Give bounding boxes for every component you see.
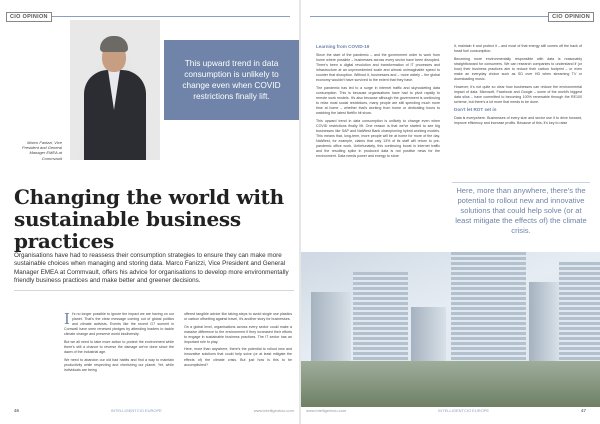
pull-quote-text: This upward trend in data consumption is unlikely to change even when COVID restrictions finally lift. xyxy=(182,58,281,101)
portrait-hair xyxy=(100,36,128,52)
paragraph: Data is everywhere. Businesses of every size and sector use it to drive forward, improve efficiency and increase profits. Because of this, it's key to raise xyxy=(454,116,582,126)
article-headline: Changing the world with sustainable business practices xyxy=(14,185,284,253)
paragraph: offered tangible advice like taking steps to avoid single use plastics or carbon offsetting against travel, it's another story for businesses. xyxy=(184,312,292,322)
paragraph: On a global level, organisations across every sector could make a massive difference to the environment if they increased their efforts to engage in sustainable business practices. The IT sector has an important role to play. xyxy=(184,324,292,344)
pull-quote-rule xyxy=(452,182,590,183)
paragraph: The pandemic has led to a surge in internet traffic and skyrocketing data consumption. This is because organisations have had to pivot rapidly to remote work models. It's also because although the government is continuing to relax most social restrictions, many people are still spending much more time at home – whether that's working from home or dedicating hours to watching the latest Netflix hit show. xyxy=(316,85,440,116)
author-portrait xyxy=(70,20,160,160)
paragraph: Since the start of the pandemic – and the government order to work from home where possible – businesses across every sector have been disrupted. There's been a digital revolution and transformation of IT processes and infrastructure at an unprecedented scale and almost unimaginable speed to counter that disruption. Without it, businesses and – more widely – the global economy wouldn't have survived to the extent that they have. xyxy=(316,53,440,83)
publication-name-right: INTELLIGENTCIO EUROPE xyxy=(438,407,490,413)
paragraph: Becoming more environmentally responsible with data is reasonably straightforward for consumers. We can research companies to understand if (or how) their business practices aim to reduce their carbon footprint – or even make an everyday choice such as SD over HD when streaming TV or downloading music. xyxy=(454,56,582,81)
footer-right xyxy=(306,405,586,415)
subheading: Don't let ROT set in xyxy=(454,107,497,113)
paragraph: Here, more than anywhere, there's the potential to rollout new and innovative solutions that could help solve (or at least mitigate the effects of) the climate crisis. But just how is this to be accomplished? xyxy=(184,347,292,367)
body-column-3 xyxy=(316,44,440,162)
website-right: www.intelligentcio.com xyxy=(306,407,347,413)
publication-name-left: INTELLIGENTCIO EUROPE xyxy=(110,407,162,413)
paragraph xyxy=(64,312,174,337)
section-tag-left: CIO OPINION xyxy=(6,12,52,22)
subheading: Learning from COVID-19 xyxy=(316,44,370,49)
pull-quote-box xyxy=(164,40,299,120)
pull-quote-right: Here, more than anywhere, there's the potential to rollout new and innovative solutions that could help solve (or at least mitigate the effects of) the climate crisis. xyxy=(455,186,587,235)
portrait-caption: Marco Fanizzi, Vice President and General Manager EMEA at Commvault xyxy=(21,140,62,161)
paragraph: it, maintain it and protect it – and most of that energy still comes off the back of fossil fuel consumption. xyxy=(454,44,582,54)
paragraph: This upward trend in data consumption is unlikely to change even when COVID restrictions finally lift. One reason is that we've started to see big businesses like SAP and NatWest Bank championing hybrid working models. This means that, long-term, more people will be at home for more of the day. NatWest, for example, claims that only 13% of its staff will return to pre-pandemic office work. Unfortunately, this continuing boost in internet traffic and the resulting spike in produced data is not positive news for the environment. Data needs power and energy to store xyxy=(316,118,440,159)
paragraph: But we all need to take more action to protect the environment while there's still a chance to reverse the damage we've done since the dawn of the Industrial age. xyxy=(64,339,174,355)
paragraph: However, it's not quite so clear how businesses can reduce the environmental impact of data. Microsoft, Facebook and Google – some of the world's biggest data silos – have committed to becoming 100% renewable through the RE100 scheme, but there's a lot more that needs to be done. xyxy=(454,84,582,104)
body-column-4 xyxy=(454,44,582,129)
website-left: www.intelligentcio.com xyxy=(253,407,294,413)
standfirst-divider xyxy=(14,290,294,291)
paragraph: We need to abandon our old bad habits and find a way to maintain productivity while respecting and cherishing our planet. Yet, while individuals are being xyxy=(64,357,174,372)
paragraph-text: t's no longer possible to ignore the impact we are having on our planet. That's the clear message coming out of global politics and climate activists. Events like the recent G7 summit in Cornwall have seen renewed pledges by attending leaders to tackle climate change and preserve world biodiversity. xyxy=(64,312,174,337)
section-tag-right: CIO OPINION xyxy=(548,12,594,22)
drop-cap: I xyxy=(64,310,70,328)
article-standfirst: Organisations have had to reassess their consumption strategies to ensure they can make more sustainable choices when managing and storing data. Marco Fanizzi, Vice President and General Manager EMEA at Commvault, offers his advice for organisations to develop more environmentally friendly business practices and make better and greener decisions. xyxy=(14,252,289,285)
body-column-2 xyxy=(184,312,292,370)
greenery xyxy=(301,361,600,407)
office-buildings-photo xyxy=(301,252,600,407)
footer-left xyxy=(14,405,294,415)
body-column-1 xyxy=(64,312,174,375)
page-number-left: 46 xyxy=(14,407,20,413)
page-number-right: 47 xyxy=(580,407,586,413)
